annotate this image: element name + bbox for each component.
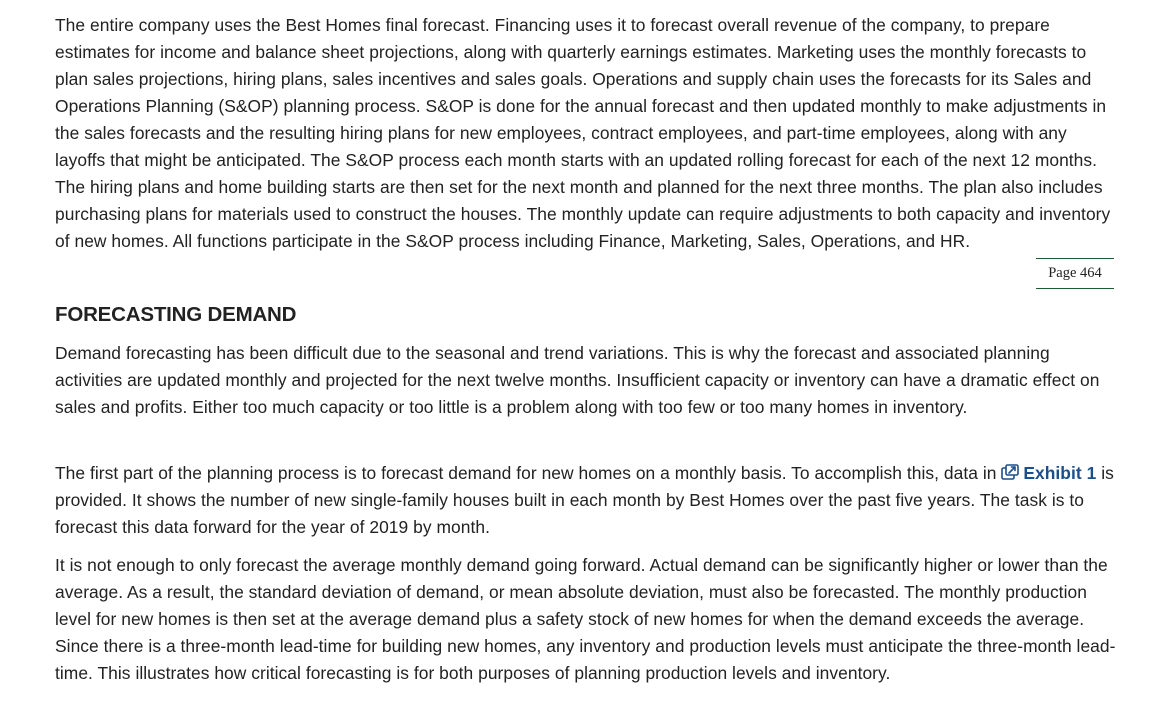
external-link-icon [1001, 464, 1019, 480]
demand-variability-paragraph: It is not enough to only forecast the average monthly demand going forward. Actual demand can be significantly higher or lower than the average. As a result, the standard deviation of demand, or mean absolute deviation, must also be forecasted. The monthly production level for new homes is then set at the average demand plus a safety stock of new homes for when the demand exceeds the average. Since there is a three-month lead-time for building new homes, any inventory and production levels must anticipate the three-month lead-time. This illustrates how critical forecasting is for both purposes of planning production levels and inventory. [55, 555, 1116, 683]
planning-process-text-end: is provided. It shows the number of new single-family houses built in each month by Best Homes over the past five years. The task is to forecast this data forward for the year of 2019 by month. [55, 463, 1114, 537]
planning-process-paragraph [55, 460, 1117, 541]
intro-paragraph: The entire company uses the Best Homes final forecast. Financing uses it to forecast overall revenue of the company, to prepare estimates for income and balance sheet projections, along with quarterly earnings estimates. Marketing uses the monthly forecasts to plan sales projections, hiring plans, sales incentives and sales goals. Operations and supply chain uses the forecasts for its Sales and Operations Planning (S&OP) planning process. S&OP is done for the annual forecast and then updated monthly to make adjustments in the sales forecasts and the resulting hiring plans for new employees, contract employees, and part-time employees, along with any layoffs that might be anticipated. The S&OP process each month starts with an updated rolling forecast for each of the next 12 months. The hiring plans and home building starts are then set for the next month and planned for the next three months. The plan also includes purchasing plans for materials used to construct the houses. The monthly update can require adjustments to both capacity and inventory of new homes. All functions participate in the S&OP process including Finance, Marketing, Sales, Operations, and HR. [55, 15, 1111, 251]
document-body [55, 12, 1117, 683]
exhibit-1-link-label: Exhibit 1 [1023, 463, 1097, 483]
page-number-marker: Page 464 [1036, 258, 1114, 289]
section-heading: FORECASTING DEMAND [55, 303, 297, 326]
demand-forecasting-paragraph: Demand forecasting has been difficult due to the seasonal and trend variations. This is why the forecast and associated planning activities are updated monthly and projected for the next twelve months. Insufficient capacity or inventory can have a dramatic effect on sales and profits. Either too much capacity or too little is a problem along with too few or too many homes in inventory. [55, 343, 1100, 417]
exhibit-1-link[interactable] [1001, 463, 1096, 483]
planning-process-text-start: The first part of the planning process is to forecast demand for new homes on a monthly basis. To accomplish this, data in [55, 463, 1002, 483]
